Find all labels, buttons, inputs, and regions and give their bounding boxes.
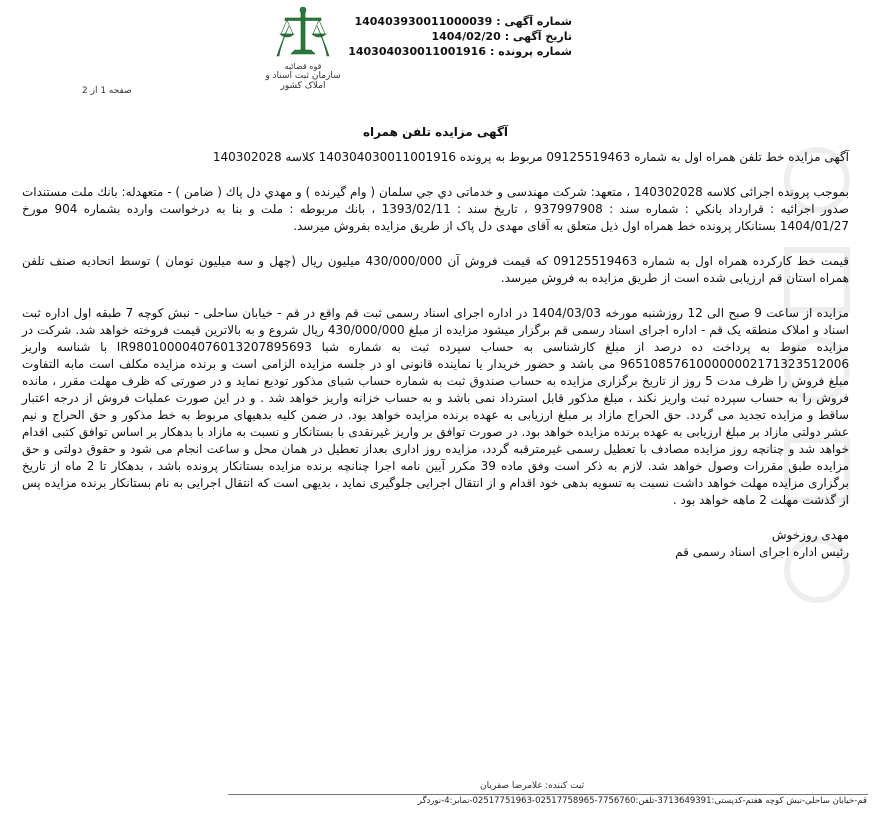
registrar-name: غلامرضا صفریان xyxy=(480,781,543,791)
org-line-2: سازمان ثبت اسناد و املاک کشور xyxy=(265,71,341,91)
signatory-name: مهدی روزخوش xyxy=(771,528,849,542)
scales-of-justice-icon xyxy=(271,4,335,66)
org-line-1: قوه قضائیه xyxy=(284,62,322,71)
notice-date: 1404/02/20 xyxy=(431,30,501,43)
footer-divider xyxy=(228,794,868,795)
case-number-row xyxy=(348,44,572,59)
case-number: 140304030011001916 xyxy=(348,45,486,58)
footer-address: قم-خیابان ساحلی-نبش کوچه هفتم-کدپستی:3713649391-تلفن:7756760-02517758965-02517751963-نمابر:4-نوردگر xyxy=(417,796,867,806)
notice-number: 140403930011000039 xyxy=(354,15,493,28)
notice-number-label: شماره آگهی : xyxy=(496,15,572,28)
judiciary-emblem xyxy=(258,4,348,104)
registrar xyxy=(480,781,584,791)
auction-terms-paragraph: مزایده از ساعت 9 صبح الی 12 روزشنبه مورخه 1404/03/03 در اداره اجرای اسناد رسمی ثبت قم واقع در قم - خیابان ساحلی - نبش کوچه 7 طبقه اول اداره ثبت اسناد و املاک منطقه یک قم - اداره اجرای اسناد رسمی قم برگزار میشود مزایده از مبلغ 430/000/000 ریال شروع و به بالاترین قیمت فروخته خواهد شد. شرکت در مزایده منوط به پرداخت ده درصد از مبلغ کارشناسی به حساب سپرده ثبت به شماره شبا IR980100004076013207895693 با شناسه واریز 965108576100000002171323512006 می باشد و حضور خریدار یا نماینده قانونی او در جلسه مزایده الزامی است و برنده مزایده مکلف است مابه التفاوت مبلغ فروش را ظرف مدت 5 روز از تاریخ برگزاری مزایده به حساب صندوق ثبت به شماره حساب شبای مذکور تودیع نماید و در صورتی که ظرف مهلت مقرر ، مانده فروش را به حساب سپرده ثبت واریز نکند ، مبلغ مذکور قابل استرداد نمی باشد و به حساب خزانه واریز خواهد شد . و در این صورت عملیات فروش از درجه اعتبار ساقط و مزایده تجدید می گردد. حق الحراج مازاد بر مبلغ ارزیابی به عهده برنده مزایده خواهد بود. در ضمن کلیه بدهیهای مربوط به خط مذکور و حق الحراج و نیم عشر دولتی مازاد بر مبلغ ارزیابی به عهده برنده مزایده خواهد بود. در صورت توافق بر واریز غیرنقدی با بستانکار و نسبت به مازاد با بدهکار بر اساس توافق کتبی اقدام خواهد شد و چنانچه روز مزایده مصادف با تعطیل رسمی غیرمترقبه گردد، مزایده روز اداری بعداز تعطیل در همان محل و ساعت انجام می شود و حقوق دولتی و حق مزایده طبق مقررات وصول خواهد شد. لازم به ذکر است وفق ماده 39 مکرر آیین نامه اجرا چنانچه برنده مزایده بستانکار پرونده باشد ، بدهکار تا 2 ماه از تاریخ برگزاری مزایده مهلت خواهد داشت نسبت به تسویه بدهی خود اقدام و از انتقال اجرایی جلوگیری نماید ، بدیهی است که انتقال اجرایی به نام بستانکار برنده مزایده پس از گذشت مهلت 2 ماهه خواهد بود . xyxy=(22,306,850,507)
notice-meta xyxy=(348,14,572,59)
notice-subject: آگهی مزایده خط تلفن همراه اول به شماره 09125519463 مربوط به پرونده 140304030011001916 کلاسه 140302028 xyxy=(212,150,849,164)
notice-date-row xyxy=(402,29,572,44)
notice-body xyxy=(22,124,849,561)
registrar-label: ثبت کننده: xyxy=(545,781,585,791)
notice-title: آگهی مزایده تلفن همراه xyxy=(362,125,509,139)
signatory-position: رئیس اداره اجرای اسناد رسمی قم xyxy=(675,545,849,559)
case-number-label: شماره پرونده : xyxy=(490,45,572,58)
page-indicator: صفحه 1 از 2 xyxy=(82,86,132,96)
notice-number-row xyxy=(354,14,572,29)
price-paragraph: قیمت خط کارکرده همراه اول به شماره 09125519463 که قیمت فروش آن 430/000/000 میلیون ریال (چهل و سه میلیون تومان ) توسط اتحادیه صنف تلفن همراه استان قم ارزیابی شده است از طریق مزایده به فروش میرسد. xyxy=(22,254,850,285)
case-details-paragraph: بموجب پرونده اجرائی کلاسه 140302028 ، متعهد: شرکت مهندسی و خدماتی دي جي سلمان ( وام گیرنده ) و مهدي دل پاك ( ضامن ) - متعهدله: بانك ملت مستندات صدور اجرائیه : قرارداد بانکي : شماره سند : 937997908 ، تاریخ سند : 1393/02/11 ، بانك مربوطه : ملت و بنا به درخواست وارده بشماره 904 مورخ 1404/01/27 بستانکار پرونده خط همراه اول ذیل متعلق به آقای مهدی دل پاک از طریق مزایده بفروش میرسد. xyxy=(22,185,850,233)
notice-date-label: تاریخ آگهی : xyxy=(504,30,572,43)
signature-block xyxy=(22,527,849,561)
